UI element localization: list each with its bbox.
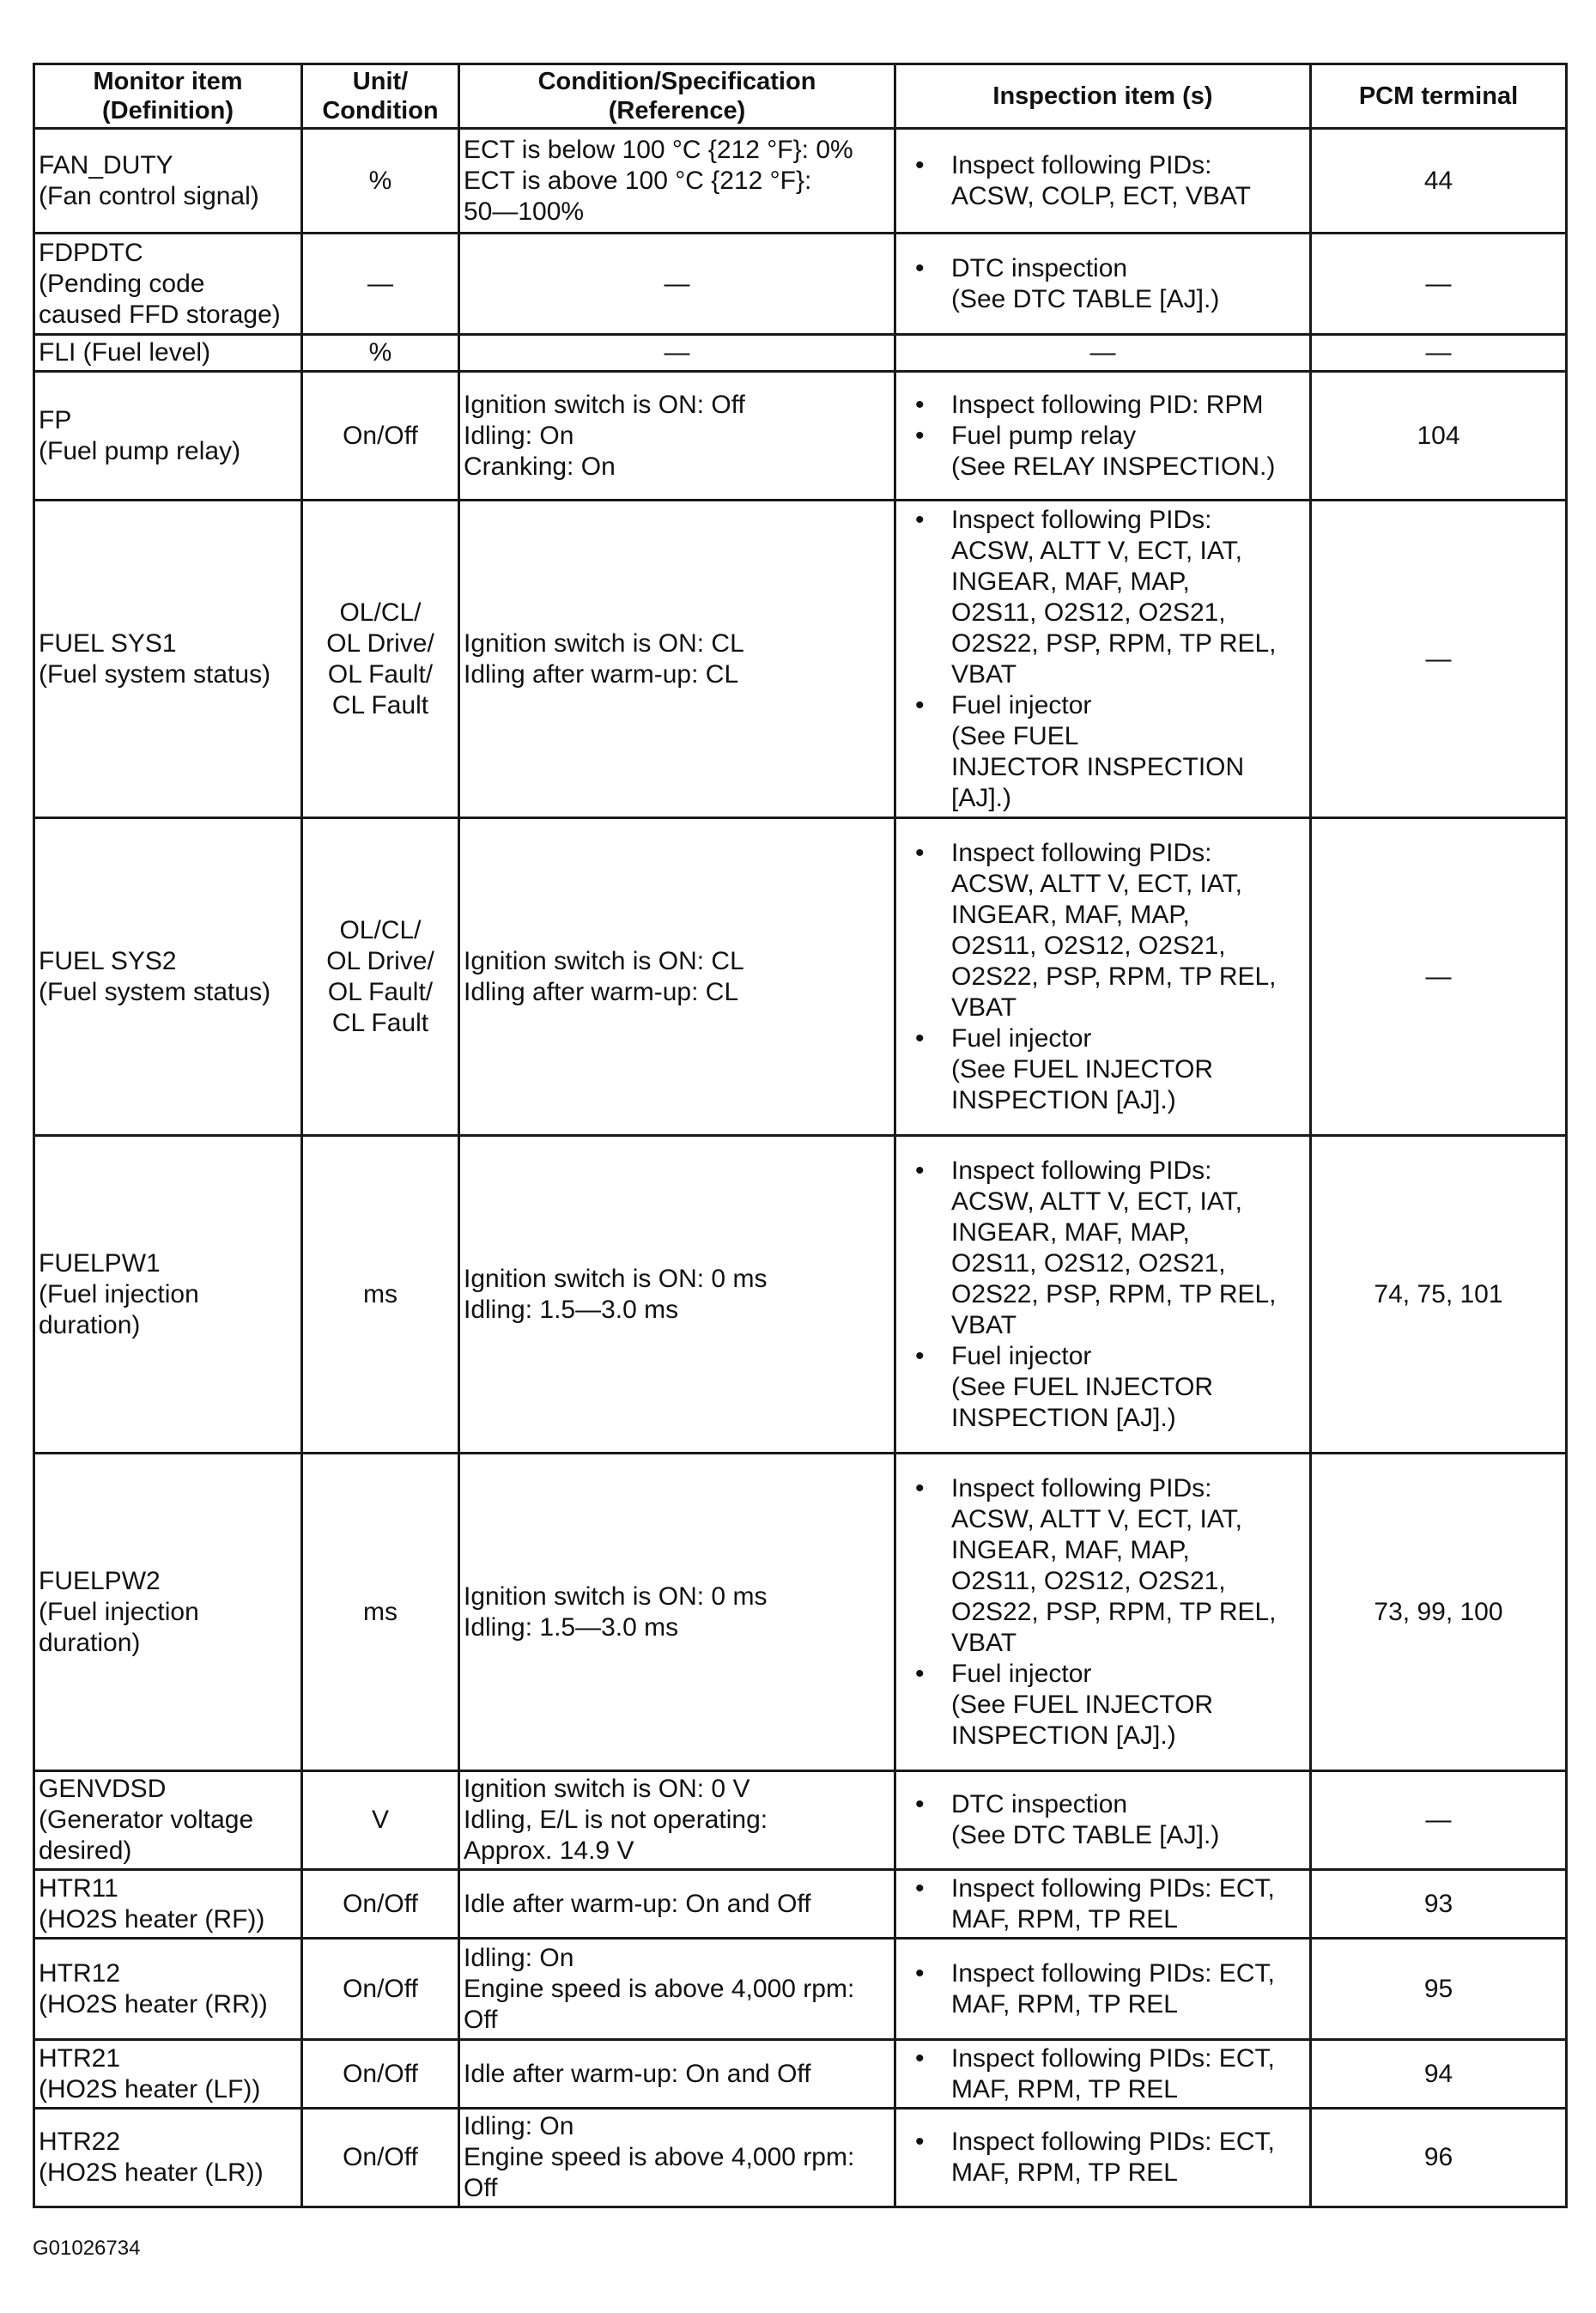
- table-row: [34, 335, 1567, 372]
- monitor-item-cell: [34, 234, 302, 335]
- condition-cell: [459, 335, 895, 372]
- condition-cell: [459, 501, 895, 818]
- inspection-cell: [895, 818, 1311, 1136]
- inspection-item: [908, 2127, 1306, 2189]
- unit-condition-cell: [302, 234, 459, 335]
- unit-condition-cell: [302, 372, 459, 501]
- header-line: Condition/Specification: [537, 68, 816, 95]
- header-line: Inspection item (s): [992, 82, 1213, 110]
- condition-cell: [459, 129, 895, 234]
- inspection-cell: [895, 1870, 1311, 1939]
- inspection-line: • Fuel injector: [951, 690, 1092, 719]
- inspection-item: [908, 1659, 1306, 1751]
- inspection-line: VBAT: [951, 659, 1017, 689]
- unit-condition-cell: [302, 818, 459, 1136]
- inspection-line: VBAT: [951, 993, 1017, 1022]
- inspection-cell: [895, 1939, 1311, 2040]
- header-line: Monitor item: [93, 68, 243, 95]
- inspection-line: MAF, RPM, TP REL: [951, 1989, 1178, 2019]
- condition-line: Idling, E/L is not operating:: [464, 1806, 768, 1834]
- condition-cell: [459, 372, 895, 501]
- pcm-terminal-cell: 44: [1311, 129, 1567, 234]
- inspection-item: [908, 1341, 1306, 1434]
- inspection-item: [908, 1023, 1306, 1116]
- unit-line: On/Off: [343, 1974, 418, 2003]
- inspection-item: [908, 505, 1306, 690]
- unit-line: OL Drive/: [326, 628, 434, 658]
- condition-line: Engine speed is above 4,000 rpm:: [464, 2143, 855, 2171]
- table-row: [34, 234, 1567, 335]
- unit-condition-cell: [302, 1939, 459, 2040]
- header-unit-condition: [302, 64, 459, 129]
- inspection-item: [908, 2043, 1306, 2105]
- condition-line: Ignition switch is ON: 0 ms: [464, 1581, 768, 1611]
- monitor-item-line: FLI (Fuel level): [39, 338, 211, 367]
- monitor-item-line: HTR11: [39, 1873, 118, 1903]
- inspection-list: [900, 1789, 1306, 1851]
- inspection-list: [900, 1873, 1306, 1935]
- monitor-item-line: desired): [39, 1836, 132, 1865]
- inspection-list: [900, 505, 1306, 814]
- condition-line: Off: [464, 2005, 498, 2034]
- monitor-item-line: (HO2S heater (LF)): [39, 2074, 261, 2104]
- condition-cell: [459, 1136, 895, 1454]
- inspection-line: VBAT: [951, 1310, 1017, 1339]
- table-row: [34, 129, 1567, 234]
- inspection-line: • Fuel injector: [951, 1023, 1092, 1053]
- figure-id: G01026734: [33, 2237, 141, 2260]
- monitor-item-line: (Fuel injection: [39, 1597, 199, 1626]
- inspection-line: (See FUEL: [951, 721, 1079, 750]
- monitor-item-line: (HO2S heater (LR)): [39, 2158, 264, 2187]
- condition-line: Idle after warm-up: On and Off: [464, 1889, 811, 1918]
- monitor-item-cell: [34, 818, 302, 1136]
- inspection-cell: [895, 1771, 1311, 1870]
- monitor-item-cell: [34, 372, 302, 501]
- unit-condition-cell: [302, 1136, 459, 1454]
- condition-line: Off: [464, 2174, 498, 2202]
- inspection-cell: [895, 335, 1311, 372]
- inspection-list: [900, 1473, 1306, 1751]
- header-inspection-items: [895, 64, 1311, 129]
- monitor-item-line: HTR12: [39, 1958, 121, 1988]
- table-row: [34, 1939, 1567, 2040]
- condition-line: Ignition switch is ON: Off: [464, 390, 745, 419]
- monitor-item-line: caused FFD storage): [39, 300, 281, 329]
- condition-line: ECT is above 100 °C {212 °F}:: [464, 166, 812, 195]
- condition-cell: [459, 1870, 895, 1939]
- header-line: Unit/: [352, 68, 409, 95]
- inspection-item: [908, 1789, 1306, 1851]
- unit-line: V: [371, 1806, 389, 1834]
- condition-line: Idling after warm-up: CL: [464, 977, 739, 1006]
- pcm-terminal-cell: —: [1311, 501, 1567, 818]
- monitor-item-line: (Fan control signal): [39, 181, 259, 210]
- table-row: [34, 1771, 1567, 1870]
- condition-line: Cranking: On: [464, 452, 616, 481]
- inspection-line: • Inspect following PIDs:: [951, 505, 1212, 534]
- unit-line: ms: [363, 1597, 397, 1626]
- inspection-cell: [895, 234, 1311, 335]
- table-row: [34, 1454, 1567, 1771]
- inspection-line: INSPECTION [AJ].): [951, 1721, 1176, 1750]
- inspection-line: MAF, RPM, TP REL: [951, 1904, 1178, 1934]
- monitor-item-line: (Fuel system status): [39, 977, 271, 1006]
- condition-line: —: [664, 338, 690, 367]
- inspection-list: [900, 2127, 1306, 2189]
- pcm-terminal-cell: 95: [1311, 1939, 1567, 2040]
- inspection-line: • Inspect following PIDs:: [951, 150, 1212, 179]
- condition-line: ECT is below 100 °C {212 °F}: 0%: [464, 135, 853, 164]
- monitor-item-line: FUEL SYS2: [39, 946, 177, 975]
- unit-condition-cell: [302, 1771, 459, 1870]
- inspection-line: INGEAR, MAF, MAP,: [951, 900, 1190, 929]
- table-row: [34, 1870, 1567, 1939]
- condition-cell: [459, 234, 895, 335]
- unit-line: —: [367, 269, 393, 298]
- unit-condition-cell: [302, 1870, 459, 1939]
- monitor-item-line: duration): [39, 1310, 141, 1339]
- inspection-item: [908, 838, 1306, 1023]
- pcm-terminal-cell: —: [1311, 1771, 1567, 1870]
- inspection-line: ACSW, ALTT V, ECT, IAT,: [951, 536, 1242, 565]
- header-line: Condition: [322, 97, 439, 124]
- inspection-line: • Inspect following PIDs: ECT,: [951, 2128, 1275, 2156]
- inspection-list: [900, 390, 1306, 483]
- unit-line: On/Off: [343, 421, 418, 450]
- unit-line: OL Fault/: [327, 977, 434, 1006]
- monitor-item-line: (Fuel system status): [39, 659, 271, 689]
- inspection-list: [900, 1156, 1306, 1434]
- condition-line: Engine speed is above 4,000 rpm:: [464, 1974, 855, 2003]
- condition-line: Idling: 1.5—3.0 ms: [464, 1295, 679, 1324]
- monitor-item-cell: [34, 1870, 302, 1939]
- inspection-list: [900, 838, 1306, 1116]
- condition-line: Ignition switch is ON: CL: [464, 628, 744, 658]
- unit-line: OL Fault/: [327, 659, 434, 689]
- inspection-line: (See FUEL INJECTOR: [951, 1690, 1214, 1719]
- inspection-line: (See DTC TABLE [AJ].): [951, 1821, 1220, 1849]
- monitor-item-cell: [34, 1771, 302, 1870]
- pcm-terminal-cell: 104: [1311, 372, 1567, 501]
- unit-line: %: [368, 166, 392, 195]
- inspection-line: INSPECTION [AJ].): [951, 1085, 1176, 1114]
- inspection-line: —: [1089, 338, 1116, 367]
- table-row: [34, 2109, 1567, 2207]
- unit-line: CL Fault: [331, 690, 429, 719]
- inspection-line: O2S22, PSP, RPM, TP REL,: [951, 628, 1277, 658]
- unit-line: OL/CL/: [339, 598, 422, 627]
- condition-line: Idle after warm-up: On and Off: [464, 2059, 811, 2088]
- inspection-line: ACSW, ALTT V, ECT, IAT,: [951, 1504, 1242, 1533]
- inspection-line: INGEAR, MAF, MAP,: [951, 567, 1190, 596]
- inspection-line: INGEAR, MAF, MAP,: [951, 1535, 1190, 1564]
- inspection-line: • Inspect following PID: RPM: [951, 390, 1264, 419]
- inspection-item: [908, 390, 1306, 421]
- inspection-line: • DTC inspection: [951, 1790, 1128, 1818]
- inspection-line: VBAT: [951, 1628, 1017, 1657]
- unit-line: On/Off: [343, 1889, 418, 1918]
- monitor-item-cell: [34, 1454, 302, 1771]
- pcm-terminal-cell: —: [1311, 335, 1567, 372]
- monitor-item-line: (HO2S heater (RF)): [39, 1904, 265, 1934]
- inspection-line: O2S11, O2S12, O2S21,: [951, 931, 1226, 960]
- unit-line: OL Drive/: [326, 946, 434, 975]
- inspection-line: • Inspect following PIDs:: [951, 1473, 1212, 1503]
- table-row: [34, 2040, 1567, 2109]
- inspection-line: (See DTC TABLE [AJ].): [951, 284, 1220, 313]
- inspection-line: ACSW, ALTT V, ECT, IAT,: [951, 1187, 1242, 1216]
- inspection-line: O2S11, O2S12, O2S21,: [951, 598, 1226, 627]
- inspection-cell: [895, 1136, 1311, 1454]
- inspection-line: O2S22, PSP, RPM, TP REL,: [951, 962, 1277, 991]
- header-line: (Reference): [608, 97, 746, 124]
- unit-line: CL Fault: [331, 1008, 429, 1037]
- condition-line: Idling: On: [464, 421, 574, 450]
- inspection-line: • Inspect following PIDs:: [951, 1156, 1212, 1185]
- monitor-item-line: duration): [39, 1628, 141, 1657]
- monitor-item-line: (Fuel injection: [39, 1279, 199, 1308]
- inspection-item: [908, 1873, 1306, 1935]
- condition-cell: [459, 818, 895, 1136]
- inspection-line: INJECTOR INSPECTION: [951, 752, 1245, 781]
- unit-condition-cell: [302, 335, 459, 372]
- monitor-item-cell: [34, 2040, 302, 2109]
- inspection-line: • Inspect following PIDs: ECT,: [951, 2043, 1275, 2073]
- pcm-terminal-cell: 73, 99, 100: [1311, 1454, 1567, 1771]
- condition-line: Idling after warm-up: CL: [464, 659, 739, 689]
- unit-line: ms: [363, 1279, 397, 1308]
- condition-line: Approx. 14.9 V: [464, 1836, 634, 1865]
- condition-cell: [459, 1454, 895, 1771]
- inspection-line: O2S22, PSP, RPM, TP REL,: [951, 1279, 1277, 1308]
- header-pcm-terminal: [1311, 64, 1567, 129]
- inspection-item: [908, 1958, 1306, 2020]
- condition-line: 50—100%: [464, 197, 585, 226]
- monitor-item-cell: [34, 1939, 302, 2040]
- unit-line: OL/CL/: [339, 915, 422, 944]
- pcm-terminal-cell: 94: [1311, 2040, 1567, 2109]
- monitor-item-line: FUELPW2: [39, 1566, 161, 1595]
- inspection-line: O2S22, PSP, RPM, TP REL,: [951, 1597, 1277, 1626]
- unit-condition-cell: [302, 501, 459, 818]
- monitor-item-cell: [34, 501, 302, 818]
- monitor-item-line: FAN_DUTY: [39, 150, 173, 179]
- inspection-cell: [895, 501, 1311, 818]
- inspection-cell: [895, 2109, 1311, 2207]
- monitor-item-line: (Generator voltage: [39, 1806, 254, 1834]
- inspection-line: (See FUEL INJECTOR: [951, 1372, 1214, 1401]
- inspection-line: MAF, RPM, TP REL: [951, 2074, 1178, 2104]
- monitor-item-cell: [34, 129, 302, 234]
- table-row: [34, 1136, 1567, 1454]
- condition-line: —: [664, 269, 690, 298]
- condition-line: Ignition switch is ON: 0 V: [464, 1775, 750, 1803]
- inspection-line: • Inspect following PIDs: ECT,: [951, 1958, 1275, 1988]
- inspection-line: O2S11, O2S12, O2S21,: [951, 1566, 1226, 1595]
- inspection-item: [908, 421, 1306, 483]
- inspection-line: INGEAR, MAF, MAP,: [951, 1217, 1190, 1247]
- inspection-cell: [895, 372, 1311, 501]
- header-line: PCM terminal: [1358, 82, 1519, 110]
- monitor-item-line: FDPDTC: [39, 238, 143, 267]
- monitor-item-cell: [34, 2109, 302, 2207]
- condition-cell: [459, 1939, 895, 2040]
- inspection-line: (See RELAY INSPECTION.): [951, 452, 1276, 481]
- inspection-item: [908, 1156, 1306, 1341]
- condition-cell: [459, 2040, 895, 2109]
- pcm-terminal-cell: —: [1311, 234, 1567, 335]
- monitor-item-cell: [34, 335, 302, 372]
- table-row: [34, 372, 1567, 501]
- inspection-cell: [895, 2040, 1311, 2109]
- monitor-item-cell: [34, 1136, 302, 1454]
- inspection-line: [AJ].): [951, 783, 1012, 812]
- inspection-line: • DTC inspection: [951, 253, 1128, 282]
- condition-line: Idling: 1.5—3.0 ms: [464, 1612, 679, 1642]
- inspection-line: MAF, RPM, TP REL: [951, 2158, 1178, 2187]
- inspection-item: [908, 150, 1306, 212]
- monitor-item-line: (Pending code: [39, 269, 205, 298]
- inspection-line: • Inspect following PIDs:: [951, 838, 1212, 867]
- inspection-list: [900, 2043, 1306, 2105]
- table-row: [34, 501, 1567, 818]
- inspection-list: [900, 150, 1306, 212]
- header-monitor-item: [34, 64, 302, 129]
- monitor-item-line: FP: [39, 405, 72, 434]
- monitor-item-line: FUELPW1: [39, 1248, 161, 1278]
- monitor-item-table: [33, 63, 1568, 2208]
- unit-line: %: [368, 338, 392, 367]
- inspection-line: • Fuel injector: [951, 1659, 1092, 1688]
- unit-condition-cell: [302, 2040, 459, 2109]
- condition-cell: [459, 2109, 895, 2207]
- unit-condition-cell: [302, 1454, 459, 1771]
- pcm-terminal-cell: 93: [1311, 1870, 1567, 1939]
- monitor-item-line: FUEL SYS1: [39, 628, 177, 658]
- inspection-item: [908, 690, 1306, 814]
- monitor-item-line: HTR21: [39, 2043, 121, 2073]
- inspection-cell: [895, 129, 1311, 234]
- inspection-line: • Fuel pump relay: [951, 421, 1137, 450]
- unit-condition-cell: [302, 2109, 459, 2207]
- condition-line: Idling: On: [464, 1943, 574, 1972]
- inspection-list: [900, 1958, 1306, 2020]
- inspection-cell: [895, 1454, 1311, 1771]
- unit-line: On/Off: [343, 2059, 418, 2088]
- condition-line: Ignition switch is ON: 0 ms: [464, 1264, 768, 1293]
- header-condition-specification: [459, 64, 895, 129]
- inspection-line: O2S11, O2S12, O2S21,: [951, 1248, 1226, 1278]
- condition-cell: [459, 1771, 895, 1870]
- unit-condition-cell: [302, 129, 459, 234]
- inspection-item: [908, 253, 1306, 315]
- condition-line: Ignition switch is ON: CL: [464, 946, 744, 975]
- inspection-line: INSPECTION [AJ].): [951, 1403, 1176, 1432]
- inspection-line: • Fuel injector: [951, 1341, 1092, 1370]
- inspection-item: [908, 1473, 1306, 1659]
- pcm-terminal-cell: 74, 75, 101: [1311, 1136, 1567, 1454]
- monitor-item-line: HTR22: [39, 2128, 121, 2156]
- pcm-terminal-cell: 96: [1311, 2109, 1567, 2207]
- header-line: (Definition): [101, 97, 234, 124]
- monitor-item-line: GENVDSD: [39, 1775, 167, 1803]
- inspection-line: • Inspect following PIDs: ECT,: [951, 1873, 1275, 1903]
- inspection-list: [900, 253, 1306, 315]
- inspection-line: ACSW, ALTT V, ECT, IAT,: [951, 869, 1242, 898]
- condition-line: Idling: On: [464, 2112, 574, 2140]
- pcm-terminal-cell: —: [1311, 818, 1567, 1136]
- inspection-line: (See FUEL INJECTOR: [951, 1054, 1214, 1084]
- monitor-item-line: (Fuel pump relay): [39, 436, 241, 465]
- table-row: [34, 818, 1567, 1136]
- unit-line: On/Off: [343, 2143, 418, 2171]
- monitor-item-line: (HO2S heater (RR)): [39, 1989, 268, 2019]
- inspection-line: ACSW, COLP, ECT, VBAT: [951, 181, 1251, 210]
- table-header-row: [34, 64, 1567, 129]
